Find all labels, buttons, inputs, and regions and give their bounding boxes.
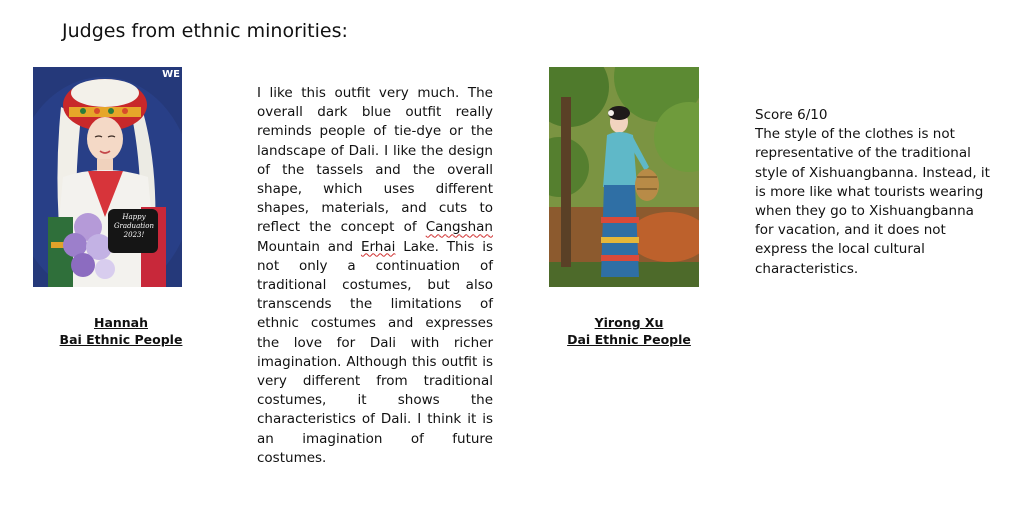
hannah-photo: [33, 67, 182, 287]
yirong-photo-illustration: [549, 67, 699, 287]
spellcheck-term-erhai: Erhai: [360, 238, 396, 255]
yirong-score: Score 6/10: [755, 107, 828, 123]
hannah-comment-part2: Mountain and: [257, 238, 361, 255]
hannah-watermark: WE: [162, 69, 180, 80]
yirong-photo: [549, 67, 699, 287]
hannah-comment-part3: Lake. This is not only a continuation of traditional costumes, but also transcends the limitations of ethnic costumes and expresses the love for Dali with richer imagination. Although this outfit is very different from traditional costumes, it shows the characteristics of Dali. I think it is an imagination of future costumes.: [257, 238, 494, 466]
yirong-caption: [548, 314, 710, 348]
spellcheck-term-cangshan: Cangshan: [425, 219, 493, 236]
hannah-comment: [257, 84, 493, 468]
hannah-comment-part1: I like this outfit very much. The overall dark blue outfit really reminds people of tie-dye or the landscape of Dali. I like the design of the tassels and the overall shape, which uses different shapes, materials, and cuts to reflect the concept of: [257, 85, 493, 236]
yirong-comment-text: The style of the clothes is not representative of the traditional style of Xishuangbanna. Instead, it is more like what tourists wearing when they go to Xishuangbanna for vacation, and it does not express the local cultural characteristics.: [755, 126, 990, 277]
judge-group-yirong: Dai Ethnic People: [567, 332, 691, 347]
judge-group-hannah: Bai Ethnic People: [59, 332, 183, 347]
hannah-photo-illustration: [33, 67, 182, 287]
graduation-sign-line1: Happy: [122, 213, 146, 221]
judge-name-yirong: Yirong Xu: [594, 315, 664, 330]
graduation-sign-line3: 2023!: [123, 231, 145, 239]
hannah-caption: [30, 314, 212, 348]
page-title: Judges from ethnic minorities:: [62, 20, 348, 42]
graduation-sign: [109, 213, 159, 240]
judge-name-hannah: Hannah: [93, 315, 149, 330]
yirong-comment: [755, 106, 995, 279]
graduation-sign-line2: Graduation: [113, 222, 155, 230]
